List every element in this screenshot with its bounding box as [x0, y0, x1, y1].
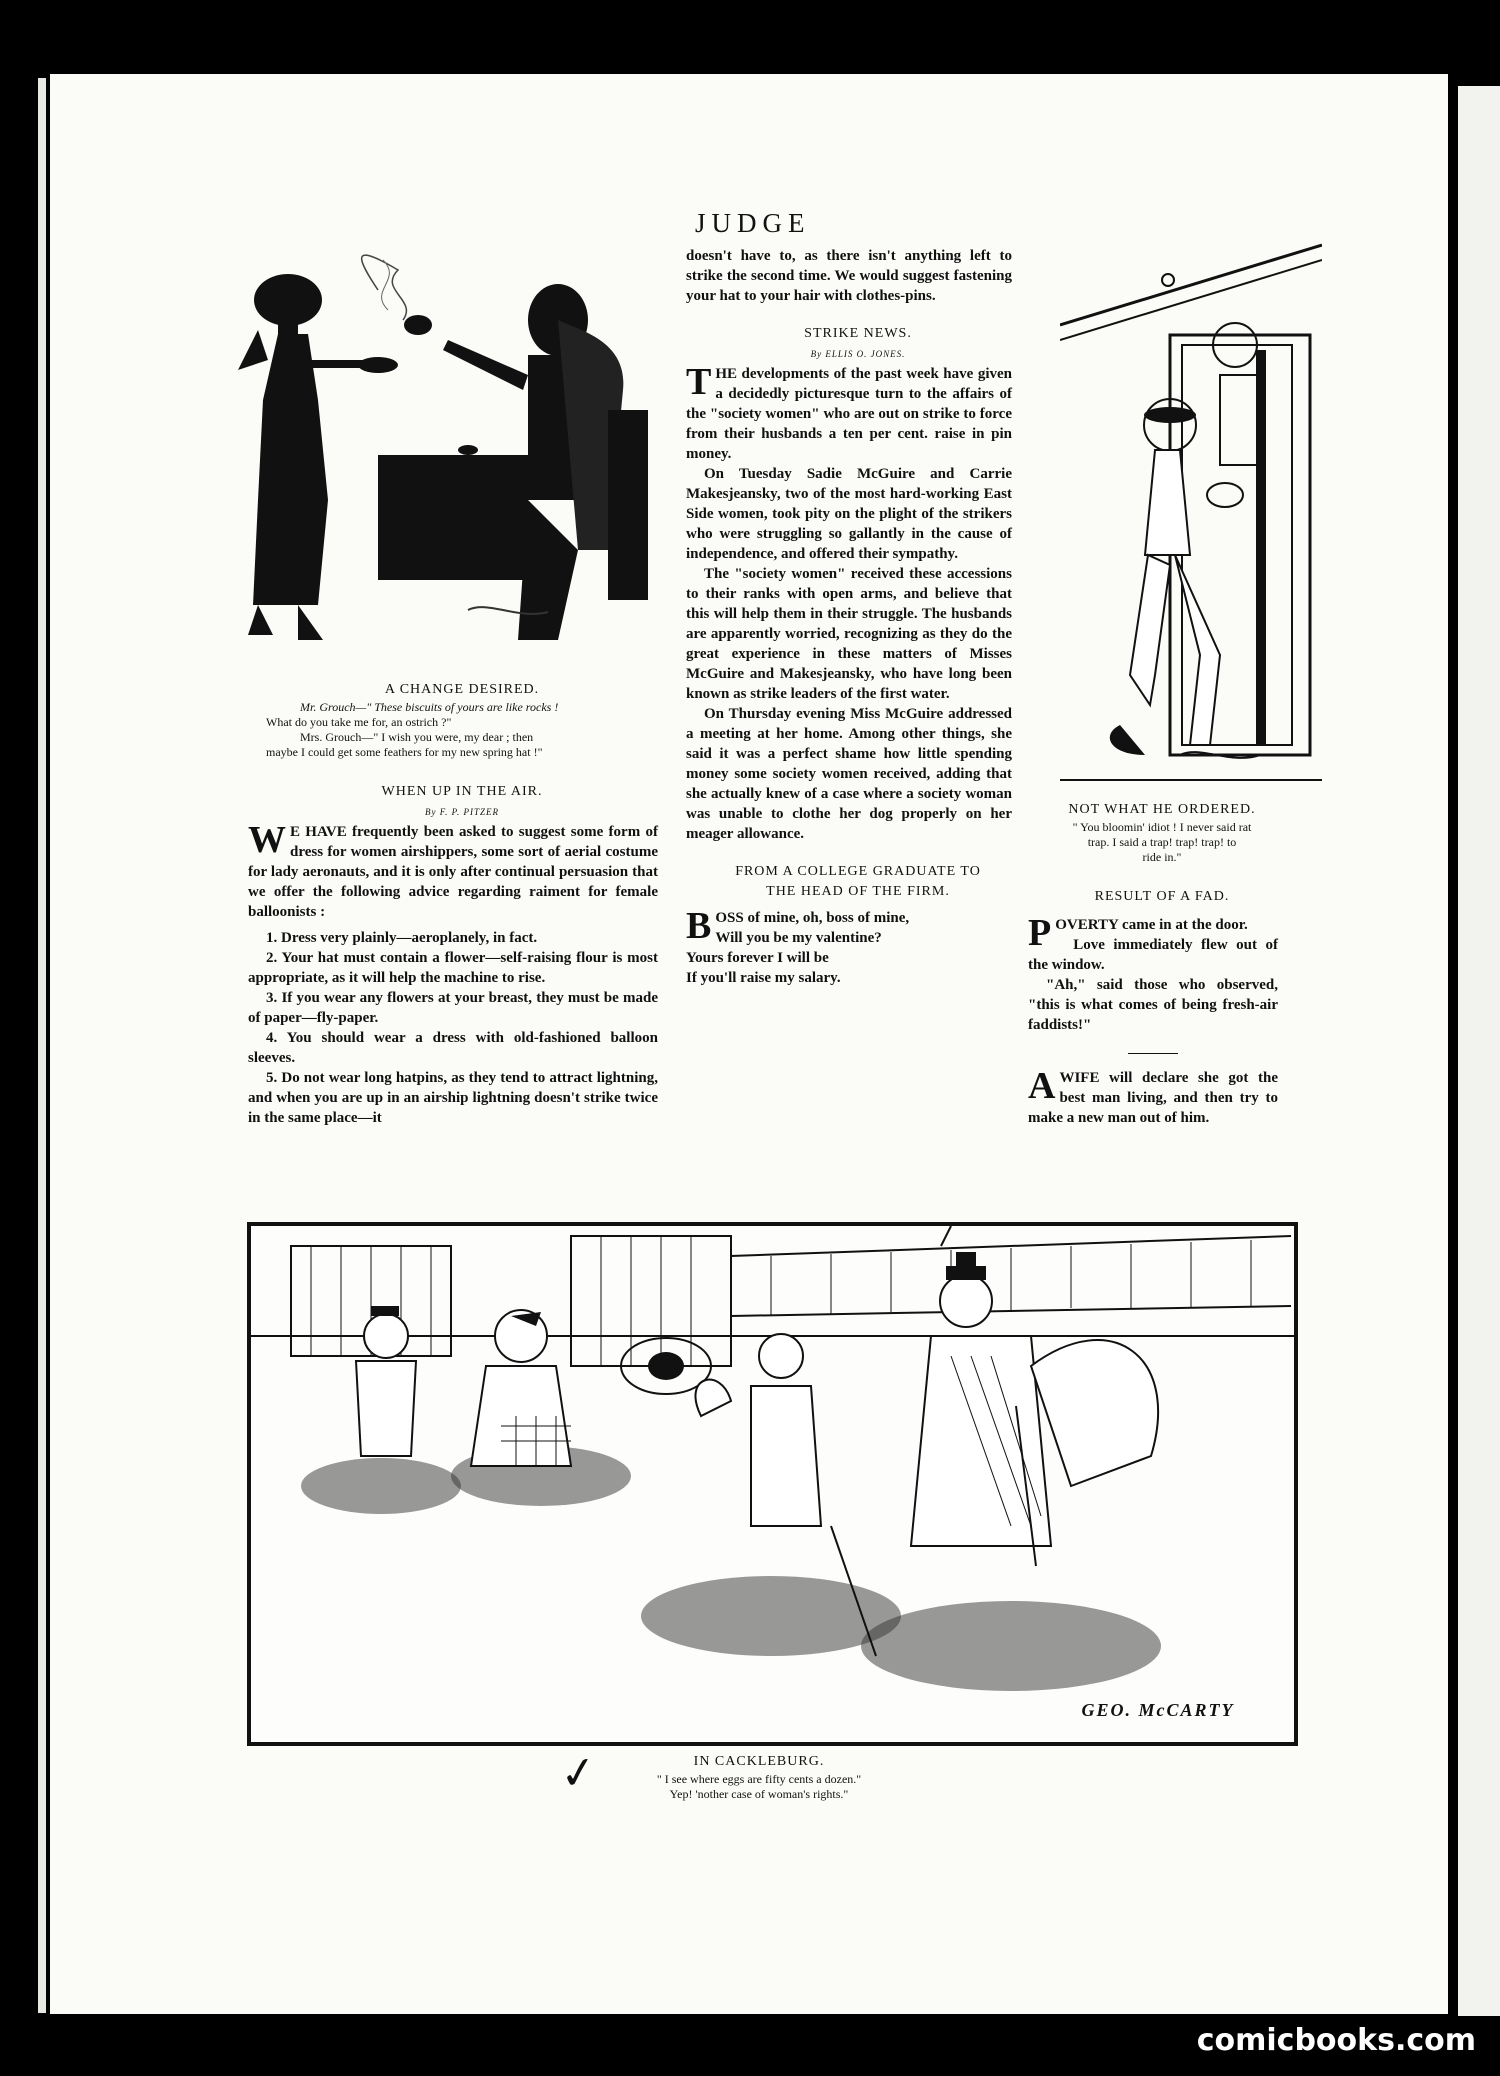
left-column [248, 680, 658, 1128]
strike-news-title: STRIKE NEWS. [804, 326, 912, 341]
up-in-air-intro: E HAVE frequently been asked to suggest some form of dress for women airshippers, some sort of aerial costume for lady aeronauts, and it is only after continual persuasion that we offer the following advice regarding raiment for female balloonists : [248, 824, 658, 920]
up-in-air-item-4: 4. You should wear a dress with old-fashioned balloon sleeves. [248, 1030, 658, 1066]
change-desired-line-4: maybe I could get some feathers for my new spring hat !" [266, 745, 543, 759]
strike-news-para-1: HE developments of the past week have given a decidedly picturesque turn to the affairs of the "society women" who are out on strike to force from their husbands a ten per cent. raise in pin money. [686, 366, 1012, 462]
section-rule [1128, 1053, 1178, 1054]
up-in-air-item-3: 3. If you wear any flowers at your breast, they must be made of paper—fly-paper. [248, 990, 658, 1026]
watermark: comicbooks.com [1196, 2023, 1476, 2058]
strike-news-para-2: On Tuesday Sadie McGuire and Carrie Makesjeansky, two of the most hard-working East Side women, took pity on the plight of the strikers who were struggling so gallantly in the cause of independence, and offered their sympathy. [686, 466, 1012, 562]
up-in-air-title: WHEN UP IN THE AIR. [381, 784, 543, 799]
change-desired-line-1: Mr. Grouch—" These biscuits of yours are like rocks ! [300, 700, 559, 714]
college-title-1: FROM A COLLEGE GRADUATE TO [735, 864, 981, 879]
up-in-air-continuation: doesn't have to, as there isn't anything left to strike the second time. We would suggest fastening your hat to your hair with clothes-pins. [686, 248, 1012, 304]
fad-drop-cap: P [1028, 912, 1052, 954]
up-in-air-drop-cap: W [248, 819, 286, 861]
strike-news-drop-cap: T [686, 361, 712, 403]
college-line-4: If you'll raise my salary. [686, 970, 841, 986]
page-edge-left [38, 78, 46, 2013]
not-ordered-title: NOT WHAT HE ORDERED. [1068, 802, 1256, 817]
college-line-1: OSS of mine, oh, boss of mine, [715, 910, 910, 926]
college-title-2: THE HEAD OF THE FIRM. [766, 884, 950, 899]
cackleburg-caption [560, 1752, 940, 1802]
right-column [1028, 800, 1278, 1128]
up-in-air-item-5: 5. Do not wear long hatpins, as they tend to attract lightning, and when you are up in an airship lightning doesn't strike twice in the same place—it [248, 1070, 658, 1126]
change-desired-line-3: Mrs. Grouch—" I wish you were, my dear ; then [300, 730, 534, 744]
college-line-2: Will you be my valentine? [715, 930, 882, 946]
doorway-illustration [1060, 235, 1322, 795]
masthead: JUDGE [695, 208, 811, 238]
fad-para-3: "Ah," said those who observed, "this is what comes of being fresh-air faddists!" [1028, 977, 1278, 1033]
cackleburg-title: IN CACKLEBURG. [693, 1754, 825, 1769]
not-ordered-line-1: " You bloomin' idiot ! I never said rat [1072, 820, 1252, 834]
wife-text: WIFE will declare she got the best man living, and then try to make a new man out of him. [1028, 1070, 1278, 1126]
not-ordered-line-2: trap. I said a trap! trap! trap! to [1087, 835, 1237, 849]
strike-news-para-3: The "society women" received these accessions to their ranks with open arms, and believe that this will help them in their struggle. The husbands are apparently worried, recognizing as they do the great experience in these matters of Misses McGuire and Makesjeansky, who have long been known as strike leaders of the first water. [686, 566, 1012, 702]
fad-para-2: Love immediately flew out of the window. [1028, 937, 1278, 973]
silhouette-illustration [228, 250, 668, 670]
artist-signature: GEO. McCARTY [1081, 1700, 1235, 1720]
cackleburg-cartoon [251, 1226, 1294, 1742]
next-page-edge [1458, 86, 1500, 2016]
college-drop-cap: B [686, 905, 712, 947]
cackleburg-cartoon-frame [247, 1222, 1298, 1746]
change-desired-title: A CHANGE DESIRED. [384, 682, 540, 697]
up-in-air-item-1: 1. Dress very plainly—aeroplanely, in fact. [266, 930, 538, 946]
fad-para-1: OVERTY came in at the door. [1055, 917, 1248, 933]
cackleburg-line-2: Yep! 'nother case of woman's rights." [669, 1787, 849, 1801]
not-ordered-line-3: ride in." [1142, 850, 1182, 864]
change-desired-line-2: What do you take me for, an ostrich ?" [266, 715, 452, 729]
wife-drop-cap: A [1028, 1065, 1056, 1107]
checkmark-icon: ✓ [556, 1745, 601, 1802]
cackleburg-line-1: " I see where eggs are fifty cents a dozen." [656, 1772, 862, 1786]
college-line-3: Yours forever I will be [686, 950, 829, 966]
strike-news-para-4: On Thursday evening Miss McGuire addressed a meeting at her home. Among other things, she said it was a perfect shame how little spending money some society women received, adding that she actually knew of a case where a society woman was unable to clothe her dog properly on her meager allowance. [686, 706, 1012, 842]
middle-column [686, 246, 1012, 988]
up-in-air-item-2: 2. Your hat must contain a flower—self-raising flour is most appropriate, as it will help the machine to rise. [248, 950, 658, 986]
fad-title: RESULT OF A FAD. [1094, 889, 1230, 904]
strike-news-byline: By ELLIS O. JONES. [810, 349, 906, 359]
up-in-air-byline: By F. P. PITZER [425, 807, 499, 817]
